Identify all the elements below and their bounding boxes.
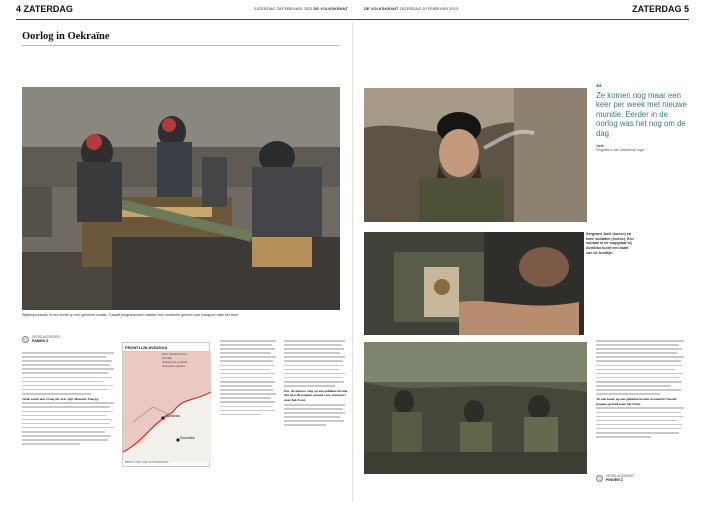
author-avatar: [22, 336, 29, 343]
side-photo-caption: Sergeant Jarik (boven) en twee soldaten (rechts). Een soldaat in de loopgraaf bij Avdiivka toont een kaart van de frontlijn.: [586, 232, 634, 255]
main-photo-caption: Wapenproductie in een loods op een geheime locatie. Tussoff programmeert malaise hier mortieren gereed voor transport naar het front.: [22, 313, 239, 317]
article-column-3: [284, 340, 348, 426]
header-date-right-text: ZATERDAG 25 FEBRUARI 2023: [399, 6, 458, 11]
article-column-1: [22, 352, 118, 445]
main-photo: [22, 87, 340, 310]
byline-right: [596, 474, 634, 482]
byline-left: [22, 335, 60, 343]
hand-object-photo: [364, 232, 584, 335]
byline-label: VERSLAGGEVER: [31, 335, 60, 339]
byline-name: FABIEN Z: [31, 339, 49, 343]
header-paper-left: DE VOLKSKRANT: [313, 6, 348, 11]
map-label-avdiivka: Avdiivka: [165, 413, 180, 418]
byline-right-label: VERSLAGGEVER: [605, 474, 634, 478]
map-graphic: [123, 352, 211, 462]
byline-right-name: PINGEN Z: [605, 478, 623, 482]
map-label-donetsk: Donetsk: [180, 435, 195, 440]
author-avatar-right: [596, 475, 603, 482]
page-header: [0, 0, 703, 22]
body-text-lines-7: [596, 407, 688, 437]
header-date-left: [254, 6, 348, 11]
map-legend-occupied: Door Rusland bezet: [162, 352, 187, 356]
header-date-left-text: ZATERDAG 25 FEBRUARI 2023: [254, 6, 313, 11]
section-title: Oorlog in Oekraïne: [22, 31, 110, 42]
header-paper-right: DE VOLKSKRANT: [364, 6, 399, 11]
map-legend: [162, 344, 212, 368]
page-gutter: [352, 22, 353, 502]
body-text-lines-4: [284, 340, 348, 387]
soldier-smoking-photo: [364, 88, 587, 222]
map-legend-ukraine: Oekraïense controle: [162, 360, 188, 364]
map-legend-frontline: Frontlijn: [162, 356, 172, 360]
pull-quote-attribution: [596, 144, 688, 152]
article-subhead-1: Jarik rennt een vraag uit over zijn Monster Energy.: [22, 396, 100, 401]
body-text-lines: [22, 352, 118, 395]
pull-quote-role: Sergeant in het Oekraïense leger: [596, 148, 645, 153]
page-number-left: 4 ZATERDAG: [16, 4, 73, 14]
pull-quote: [596, 80, 688, 153]
article-subhead-3: 'In een loods op een geheime locatie strooieren Tussoff jongens gereed naar het front.': [596, 396, 677, 406]
map-source: BRON: ISW / DE VOLKSKRANT: [125, 460, 169, 464]
header-date-right: [364, 6, 458, 11]
map-legend-fought: Gevochten gebied: [162, 364, 185, 368]
body-text-lines-2: [22, 402, 118, 445]
header-rule: [16, 19, 689, 20]
article-column-4: [596, 340, 688, 438]
body-text-lines-5: [284, 404, 348, 426]
body-text-lines-3: [220, 340, 278, 415]
pull-quote-text: Ze komen nog maar een keer per week met nieuwe munitie. Eerder in de oorlog was het nog om de dag: [596, 91, 688, 138]
quote-mark-icon: “: [596, 80, 602, 94]
title-rule: [22, 45, 340, 46]
pull-quote-name: Jarik: [596, 144, 604, 149]
map-title: FRONTLIJN AVDIIVKA: [123, 343, 209, 352]
body-text-lines-6: [596, 340, 688, 395]
article-column-2: [220, 340, 278, 415]
trench-photo: [364, 342, 587, 474]
page-number-right: ZATERDAG 5: [632, 4, 689, 14]
article-subhead-2: Pas' de nieuwe vlag op een geheime locatie dus tussoff jongens gereed voor transport naar het front.: [284, 388, 348, 403]
